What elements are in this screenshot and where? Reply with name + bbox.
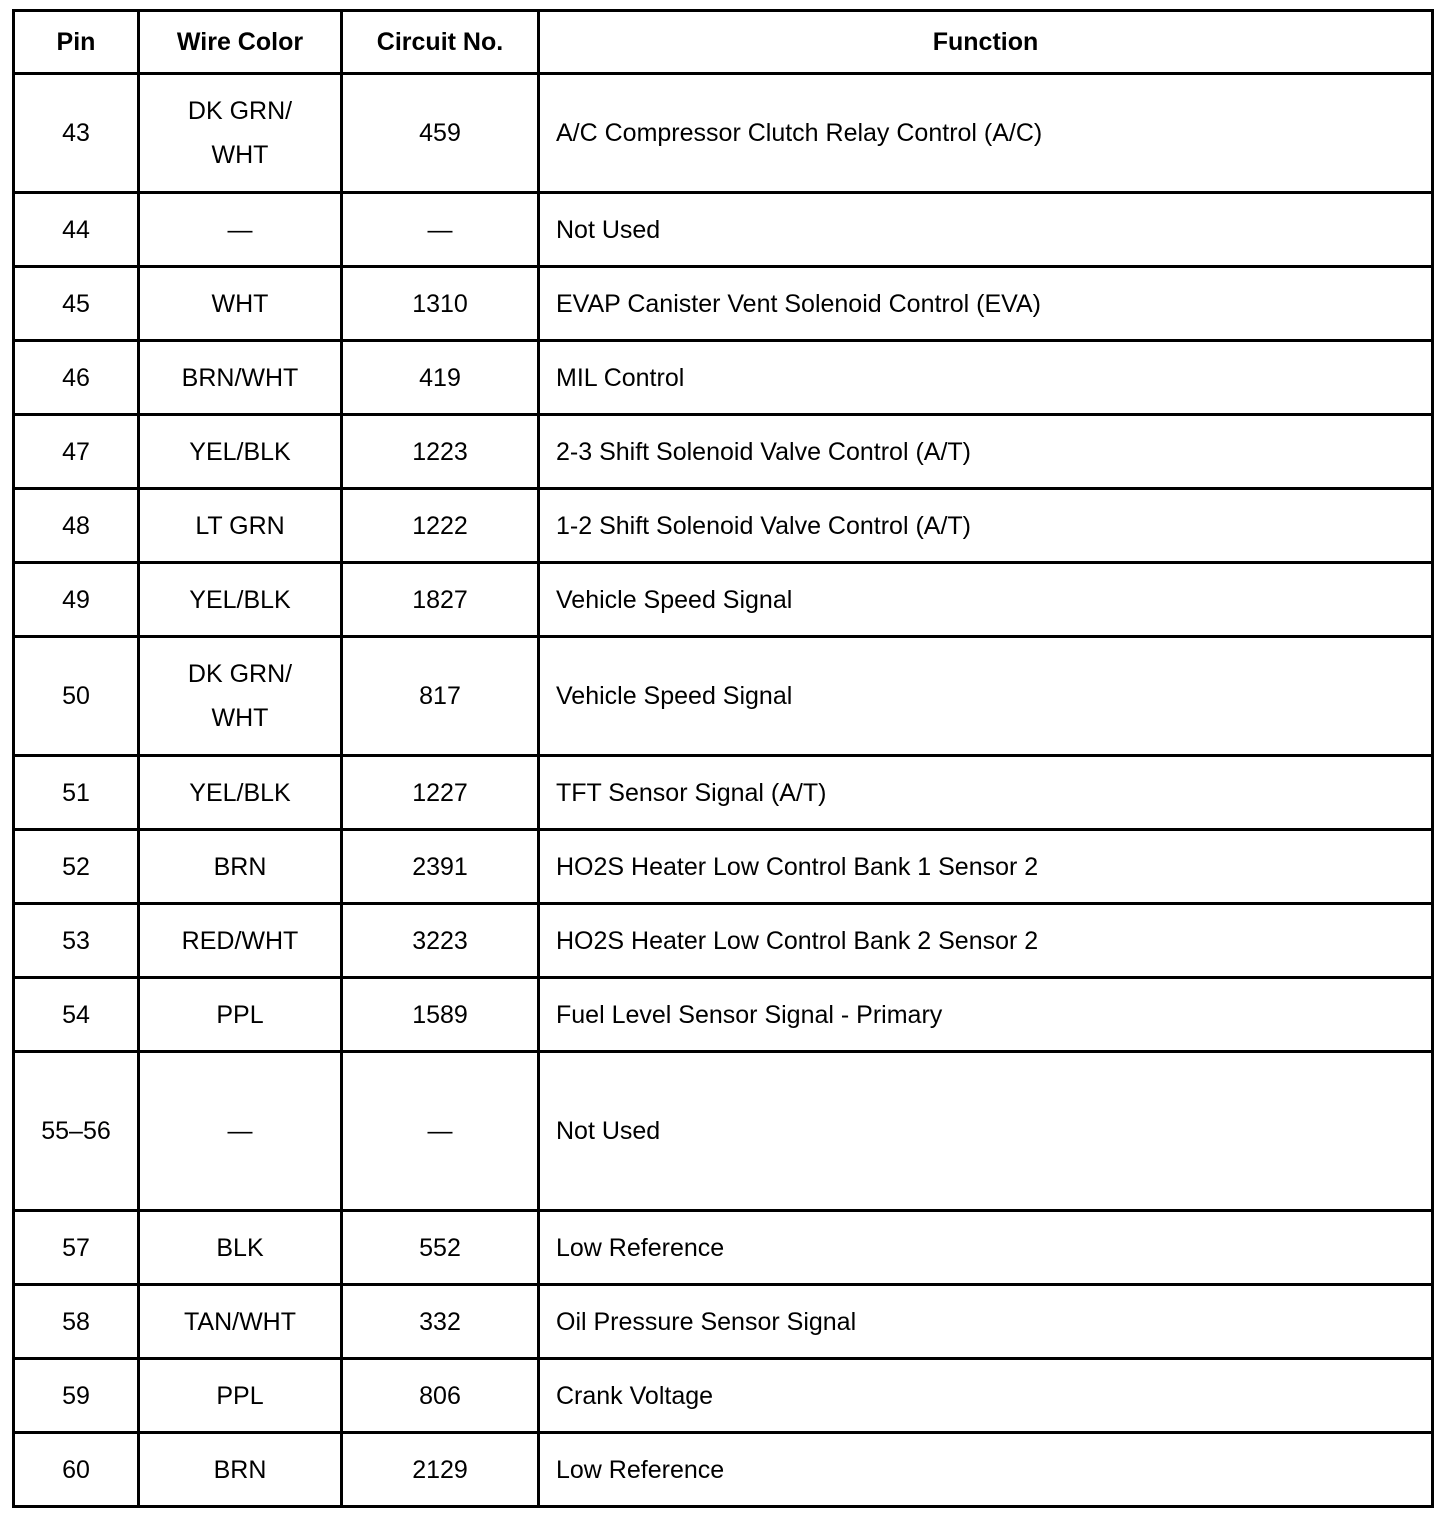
circuit-cell [342,637,539,756]
function-cell-text: Low Reference [556,1233,725,1262]
wire-color-cell [139,1285,342,1359]
circuit-cell-text: 419 [419,363,461,392]
circuit-cell [342,267,539,341]
wire-color-cell [139,978,342,1052]
pin-cell-text: 60 [62,1455,90,1484]
pin-cell [14,978,139,1052]
pin-cell-text: 52 [62,852,90,881]
wire-color-cell [139,1433,342,1507]
pin-cell [14,756,139,830]
pin-cell-text: 44 [62,215,90,244]
function-cell-text: HO2S Heater Low Control Bank 1 Sensor 2 [556,852,1039,881]
wire-color-cell-text: BRN [213,1455,267,1484]
circuit-cell [342,756,539,830]
wire-color-cell [139,1052,342,1211]
function-cell [539,267,1433,341]
pin-cell [14,1433,139,1507]
circuit-cell [342,193,539,267]
wire-color-cell [139,489,342,563]
header-function: Function [539,11,1433,74]
circuit-cell-text: 459 [419,119,461,147]
circuit-cell-text: 1222 [412,511,468,540]
function-cell-text: MIL Control [556,363,685,392]
circuit-cell [342,1285,539,1359]
wire-color-cell-text: — [227,1117,253,1145]
wire-color-cell [139,756,342,830]
connector-pinout-table [12,9,1434,1508]
pin-cell-text: 46 [62,363,90,392]
circuit-cell [342,830,539,904]
table-row [14,415,1433,489]
pin-cell-text: 53 [62,926,90,955]
function-cell-text: Fuel Level Sensor Signal - Primary [556,1000,943,1029]
table-row [14,978,1433,1052]
wire-color-cell [139,563,342,637]
header-row [14,11,1433,74]
header-circuit-no: Circuit No. [342,11,539,74]
table-body [14,74,1433,1507]
pin-cell-text: 45 [62,289,90,318]
circuit-cell [342,1211,539,1285]
table-row [14,193,1433,267]
pin-cell [14,193,139,267]
pin-cell [14,1285,139,1359]
header-wire-color: Wire Color [139,11,342,74]
function-cell-text: A/C Compressor Clutch Relay Control (A/C) [556,119,1043,147]
function-cell [539,193,1433,267]
function-cell-text: Not Used [556,215,661,244]
circuit-cell-text: 2129 [412,1455,468,1484]
table-row [14,830,1433,904]
circuit-cell-text: 552 [419,1233,461,1262]
circuit-cell-text: 3223 [412,926,468,955]
circuit-cell-text: 2391 [412,852,468,881]
circuit-cell-text: 1589 [412,1000,468,1029]
pin-cell [14,637,139,756]
wire-color-cell-text: YEL/BLK [189,585,291,614]
wire-color-cell-text: YEL/BLK [189,437,291,466]
wire-color-cell-text: BRN [213,852,267,881]
function-cell-text: Not Used [556,1117,661,1145]
wire-color-cell [139,1359,342,1433]
circuit-cell [342,978,539,1052]
function-cell [539,1211,1433,1285]
circuit-cell [342,563,539,637]
function-cell [539,756,1433,830]
pin-cell [14,267,139,341]
pin-cell [14,1052,139,1211]
function-cell [539,74,1433,193]
wire-color-cell-text: PPL [216,1381,264,1410]
wire-color-cell [139,830,342,904]
function-cell [539,563,1433,637]
table-row [14,341,1433,415]
pin-cell-text: 58 [62,1307,90,1336]
wire-color-cell-text: PPL [216,1000,264,1029]
wire-color-cell [139,74,342,193]
pin-cell-text: 55–56 [41,1117,111,1145]
circuit-cell-text: — [427,215,453,244]
function-cell [539,489,1433,563]
circuit-cell [342,74,539,193]
circuit-cell-text: 332 [419,1307,461,1336]
function-cell [539,1052,1433,1211]
pin-cell [14,563,139,637]
table-row [14,1052,1433,1211]
wire-color-cell-text: BRN/WHT [181,363,299,392]
circuit-cell-text: 1227 [412,778,468,807]
function-cell [539,637,1433,756]
circuit-cell-text: 1310 [412,289,468,318]
pin-cell-text: 49 [62,585,90,614]
circuit-cell-text: 806 [419,1381,461,1410]
table-row [14,74,1433,193]
wire-color-cell-text: TAN/WHT [183,1307,296,1336]
table-row [14,1285,1433,1359]
pin-cell-text: 59 [62,1381,90,1410]
pin-cell [14,830,139,904]
function-cell [539,904,1433,978]
pin-cell-text: 48 [62,511,90,540]
table-row [14,1359,1433,1433]
function-cell [539,1359,1433,1433]
table-row [14,904,1433,978]
function-cell [539,1433,1433,1507]
wire-color-cell [139,637,342,756]
function-cell-text: EVAP Canister Vent Solenoid Control (EVA) [556,289,1041,318]
header-pin: Pin [14,11,139,74]
function-cell-text: 1-2 Shift Solenoid Valve Control (A/T) [556,511,972,540]
circuit-cell-text: 817 [419,682,461,710]
function-cell [539,978,1433,1052]
circuit-cell [342,489,539,563]
table-row [14,267,1433,341]
function-cell-text: Vehicle Speed Signal [556,682,793,710]
table-header [14,11,1433,74]
pin-cell-text: 57 [62,1233,90,1262]
circuit-cell [342,341,539,415]
function-cell-text: Vehicle Speed Signal [556,585,793,614]
table-row [14,489,1433,563]
function-cell [539,341,1433,415]
circuit-cell [342,1052,539,1211]
wire-color-cell [139,267,342,341]
circuit-cell-text: 1223 [412,437,468,466]
wire-color-cell-text: DK GRN/ WHT [187,97,293,169]
pin-cell [14,415,139,489]
pin-cell-text: 54 [62,1000,90,1029]
circuit-cell-text: 1827 [412,585,468,614]
circuit-cell [342,1359,539,1433]
pin-cell-text: 51 [62,778,90,807]
pin-cell [14,1359,139,1433]
function-cell-text: Oil Pressure Sensor Signal [556,1307,857,1336]
wire-color-cell [139,415,342,489]
wire-color-cell-text: WHT [211,289,269,318]
function-cell [539,1285,1433,1359]
function-cell-text: Crank Voltage [556,1381,714,1410]
circuit-cell [342,1433,539,1507]
pin-cell [14,904,139,978]
wire-color-cell-text: DK GRN/ WHT [187,660,293,732]
table-row [14,1211,1433,1285]
table-row [14,1433,1433,1507]
circuit-cell [342,904,539,978]
wire-color-cell-text: BLK [216,1233,264,1262]
pin-cell-text: 50 [62,682,90,710]
function-cell-text: 2-3 Shift Solenoid Valve Control (A/T) [556,437,972,466]
pin-cell-text: 43 [62,119,90,147]
function-cell [539,830,1433,904]
circuit-cell-text: — [427,1117,453,1145]
pin-cell-text: 47 [62,437,90,466]
wire-color-cell-text: YEL/BLK [189,778,291,807]
table-row [14,637,1433,756]
table-row [14,756,1433,830]
wire-color-cell [139,1211,342,1285]
circuit-cell [342,415,539,489]
function-cell-text: HO2S Heater Low Control Bank 2 Sensor 2 [556,926,1039,955]
function-cell-text: TFT Sensor Signal (A/T) [556,778,827,807]
wire-color-cell-text: LT GRN [195,511,285,540]
wire-color-cell [139,193,342,267]
pin-cell [14,74,139,193]
wire-color-cell-text: — [227,215,253,244]
wire-color-cell [139,341,342,415]
pin-cell [14,1211,139,1285]
wire-color-cell-text: RED/WHT [181,926,299,955]
function-cell-text: Low Reference [556,1455,725,1484]
pin-cell [14,489,139,563]
wire-color-cell [139,904,342,978]
function-cell [539,415,1433,489]
pin-cell [14,341,139,415]
table-row [14,563,1433,637]
